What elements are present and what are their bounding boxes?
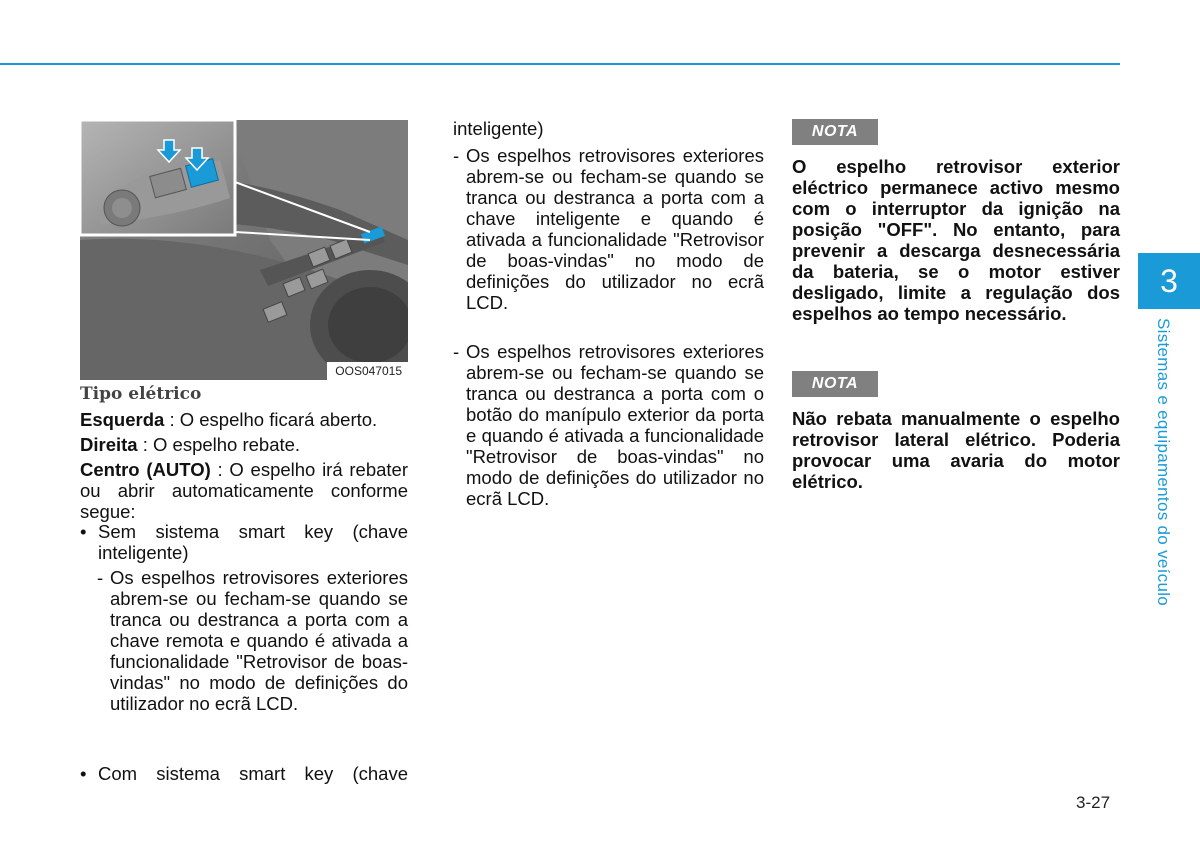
dash-item-smart-key <box>453 145 764 313</box>
dash-item-remote <box>97 567 408 714</box>
bullet-no-smart-key <box>80 521 408 563</box>
dash-text: Os espelhos retrovisores exteriores abrem-se ou fecham-se quando se tranca ou destranca a porta com a chave inteligente e quando é ativada a funcionalidade "Retrovisor de boas-vindas" no modo de definições do utilizador no ecrã LCD. <box>466 145 764 313</box>
dash-text: Os espelhos retrovisores exteriores abrem-se ou fecham-se quando se tranca ou destranca a porta com a chave remota e quando é ativada a funcionalidade "Retrovisor de boas-vindas" no modo de definições do utilizador no ecrã LCD. <box>110 567 408 714</box>
dash-item-door-handle <box>453 341 764 509</box>
esquerda-text: : O espelho ficará aberto. <box>164 409 378 430</box>
centro-text: : O espelho irá rebater ou abrir automaticamente conforme segue: <box>80 459 408 522</box>
dash-text: Os espelhos retrovisores exteriores abrem-se ou fecham-se quando se tranca ou destranca a porta com o botão do manípulo exterior da porta e quando é ativada a funcionalidade "Retrovisor de boas-vindas" no modo de definições do utilizador no ecrã LCD. <box>466 341 764 509</box>
nota-badge: NOTA <box>792 119 878 145</box>
centro-paragraph <box>80 459 408 522</box>
nota-badge: NOTA <box>792 371 878 397</box>
bullet-mark: • <box>80 521 87 542</box>
bullet-mark: • <box>80 763 87 784</box>
dash-mark: - <box>453 341 460 362</box>
esquerda-label: Esquerda <box>80 409 165 430</box>
section-heading: Tipo elétrico <box>80 384 202 404</box>
dash-mark: - <box>97 567 104 588</box>
direita-text: : O espelho rebate. <box>137 434 301 455</box>
nota-text: O espelho retrovisor exterior eléctrico permanece activo mesmo com o interruptor da ignição na posição "OFF". No entanto, para prevenir a descarga desnecessária da bateria, se o motor estiver desligado, limite a regulação dos espelhos ao tempo necessário. <box>792 156 1120 324</box>
esquerda-paragraph <box>80 409 408 430</box>
door-panel-image <box>80 120 408 380</box>
centro-label: Centro (AUTO) <box>80 459 211 480</box>
chapter-tab: 3 <box>1138 253 1200 309</box>
direita-paragraph <box>80 434 408 455</box>
bullet-text: Com sistema smart key (chave <box>98 763 408 784</box>
continued-text: inteligente) <box>453 118 544 139</box>
bullet-text: Sem sistema smart key (chave inteligente) <box>98 521 408 563</box>
bullet-smart-key <box>80 763 408 784</box>
dash-mark: - <box>453 145 460 166</box>
header-rule <box>0 63 1120 65</box>
chapter-title: Sistemas e equipamentos do veículo <box>1154 318 1173 607</box>
door-switch-illustration <box>80 120 408 380</box>
page-number: 3-27 <box>1076 793 1111 812</box>
nota-text: Não rebata manualmente o espelho retrovisor lateral elétrico. Poderia provocar uma avaria do motor elétrico. <box>792 408 1120 492</box>
figure-code: OOS047015 <box>327 362 408 380</box>
direita-label: Direita <box>80 434 138 455</box>
